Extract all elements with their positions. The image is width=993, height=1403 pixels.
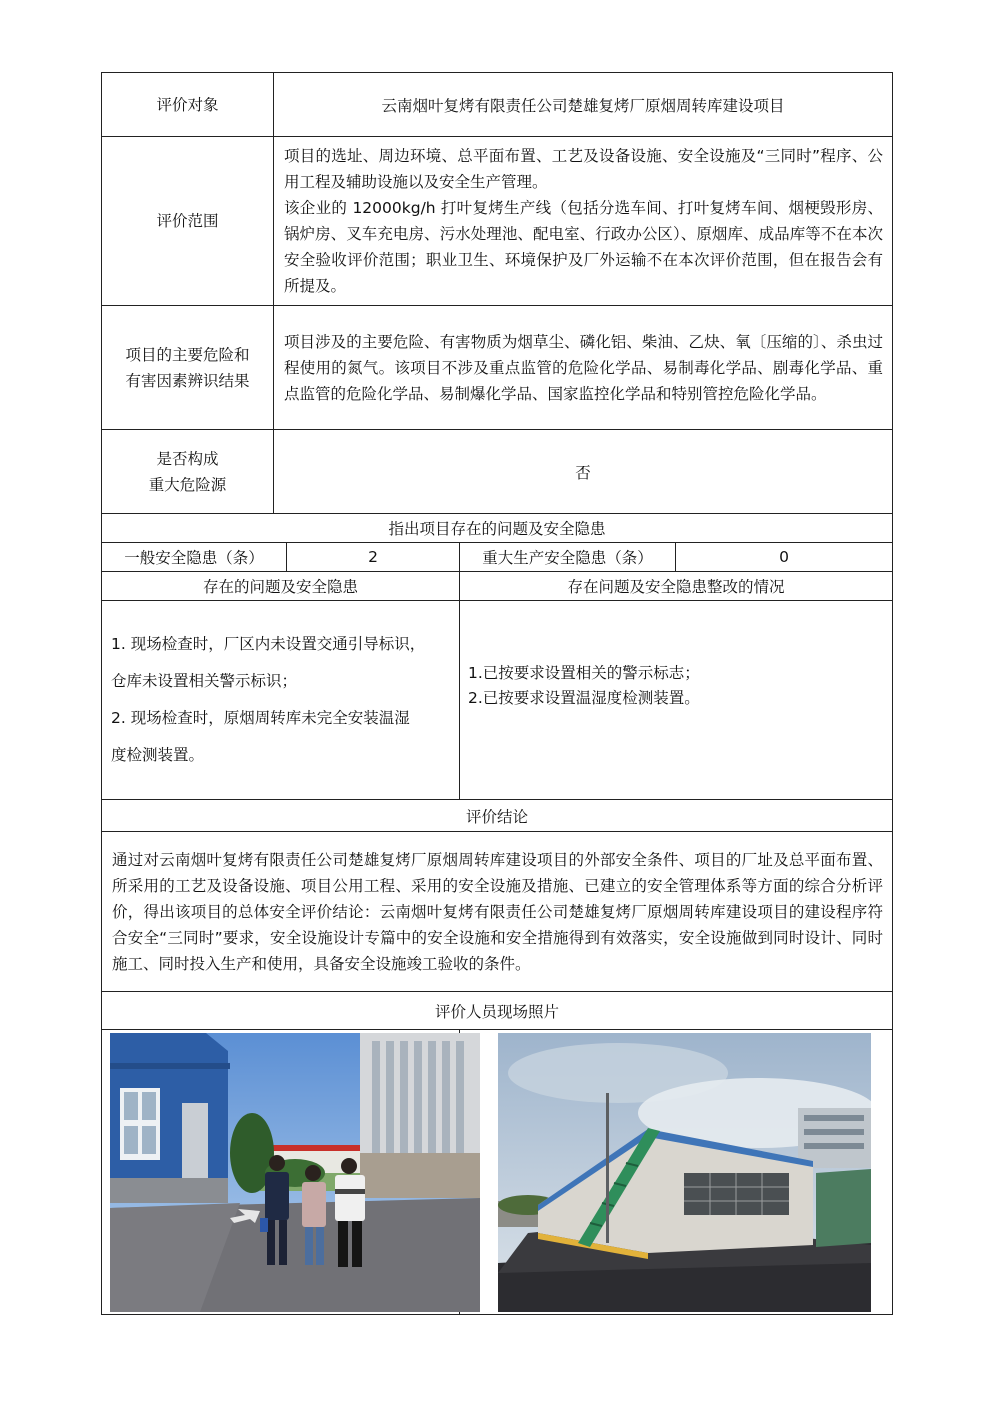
hazards-label bbox=[102, 306, 274, 430]
major-hazard-label bbox=[102, 430, 274, 514]
problem-line-2: 仓库未设置相关警示标识； bbox=[111, 672, 298, 690]
hazards-label-line-1: 项目的主要危险和 bbox=[125, 345, 250, 364]
rectification-header: 存在问题及安全隐患整改的情况 bbox=[460, 572, 893, 601]
row-object bbox=[102, 73, 893, 137]
object-label: 评价对象 bbox=[102, 73, 274, 137]
conclusion-text: 通过对云南烟叶复烤有限责任公司楚雄复烤厂原烟周转库建设项目的外部安全条件、项目的厂址及总平面布置、所采用的工艺及设备设施、项目公用工程、采用的安全设施及措施、已建立的安全管理体系等方面的综合分析评价，得出该项目的总体安全评价结论：云南烟叶复烤有限责任公司楚雄复烤厂原烟周转库建设项目的建设程序符合安全“三同时”要求，安全设施设计专篇中的安全设施和安全措施得到有效落实，安全设施做到同时设计、同时施工、同时投入生产和使用，具备安全设施竣工验收的条件。 bbox=[102, 832, 893, 992]
conclusion-title: 评价结论 bbox=[102, 800, 893, 832]
row-issue-details bbox=[102, 601, 893, 800]
scope-paragraph-2: 该企业的 12000kg/h 打叶复烤生产线（包括分选车间、打叶复烤车间、烟梗毁形房、锅炉房、叉车充电房、污水处理池、配电室、行政办公区）、原烟库、成品库等不在本次安全验收评价范围；职业卫生、环境保护及厂外运输不在本次评价范围，但在报告会有所提及。 bbox=[284, 199, 884, 295]
row-conclusion bbox=[102, 832, 893, 992]
major-hazard-label-line-2: 重大危险源 bbox=[148, 475, 227, 494]
scope-paragraph-1: 项目的选址、周边环境、总平面布置、工艺及设备设施、安全设施及“三同时”程序、公用工程及辅助设施以及安全生产管理。 bbox=[284, 147, 884, 191]
major-hazard-value: 否 bbox=[274, 430, 893, 514]
row-conclusion-title bbox=[102, 800, 893, 832]
rectification-line-2: 2.已按要求设置温湿度检测装置。 bbox=[468, 689, 700, 707]
scope-value bbox=[274, 137, 893, 306]
issues-section-title: 指出项目存在的问题及安全隐患 bbox=[102, 514, 893, 543]
site-photo-warehouse bbox=[498, 1033, 871, 1312]
photo-cell-right bbox=[460, 1030, 893, 1315]
row-major-hazard bbox=[102, 430, 893, 514]
problem-line-4: 度检测装置。 bbox=[111, 746, 205, 764]
problem-line-1: 1. 现场检查时，厂区内未设置交通引导标识， bbox=[111, 635, 426, 653]
row-scope bbox=[102, 137, 893, 306]
problems-list bbox=[102, 601, 460, 800]
major-hazard-label-line-1: 是否构成 bbox=[156, 449, 219, 468]
row-issue-headers bbox=[102, 572, 893, 601]
photo-cell-left bbox=[102, 1030, 460, 1315]
report-page bbox=[101, 72, 892, 1315]
problem-line-3: 2. 现场检查时，原烟周转库未完全安装温湿 bbox=[111, 709, 410, 727]
row-photos-title bbox=[102, 992, 893, 1030]
photos-title: 评价人员现场照片 bbox=[102, 992, 893, 1030]
problems-header: 存在的问题及安全隐患 bbox=[102, 572, 460, 601]
general-hazard-label: 一般安全隐患（条） bbox=[102, 543, 287, 572]
rectification-line-1: 1.已按要求设置相关的警示标志； bbox=[468, 664, 700, 682]
row-issues-title bbox=[102, 514, 893, 543]
site-photo-team bbox=[110, 1033, 480, 1312]
hazards-value: 项目涉及的主要危险、有害物质为烟草尘、磷化铝、柴油、乙炔、氧〔压缩的〕、杀虫过程使用的氮气。该项目不涉及重点监管的危险化学品、易制毒化学品、剧毒化学品、重点监管的危险化学品、易制爆化学品、国家监控化学品和特别管控危险化学品。 bbox=[274, 306, 893, 430]
object-value: 云南烟叶复烤有限责任公司楚雄复烤厂原烟周转库建设项目 bbox=[274, 73, 893, 137]
scope-label: 评价范围 bbox=[102, 137, 274, 306]
evaluation-table bbox=[101, 72, 893, 1315]
major-hazard-count: 0 bbox=[676, 543, 893, 572]
rectification-list bbox=[460, 601, 893, 800]
row-hazards bbox=[102, 306, 893, 430]
row-issue-counts bbox=[102, 543, 893, 572]
general-hazard-count: 2 bbox=[287, 543, 460, 572]
row-photos bbox=[102, 1030, 893, 1315]
major-hazard-count-label: 重大生产安全隐患（条） bbox=[460, 543, 676, 572]
hazards-label-line-2: 有害因素辨识结果 bbox=[125, 371, 250, 390]
